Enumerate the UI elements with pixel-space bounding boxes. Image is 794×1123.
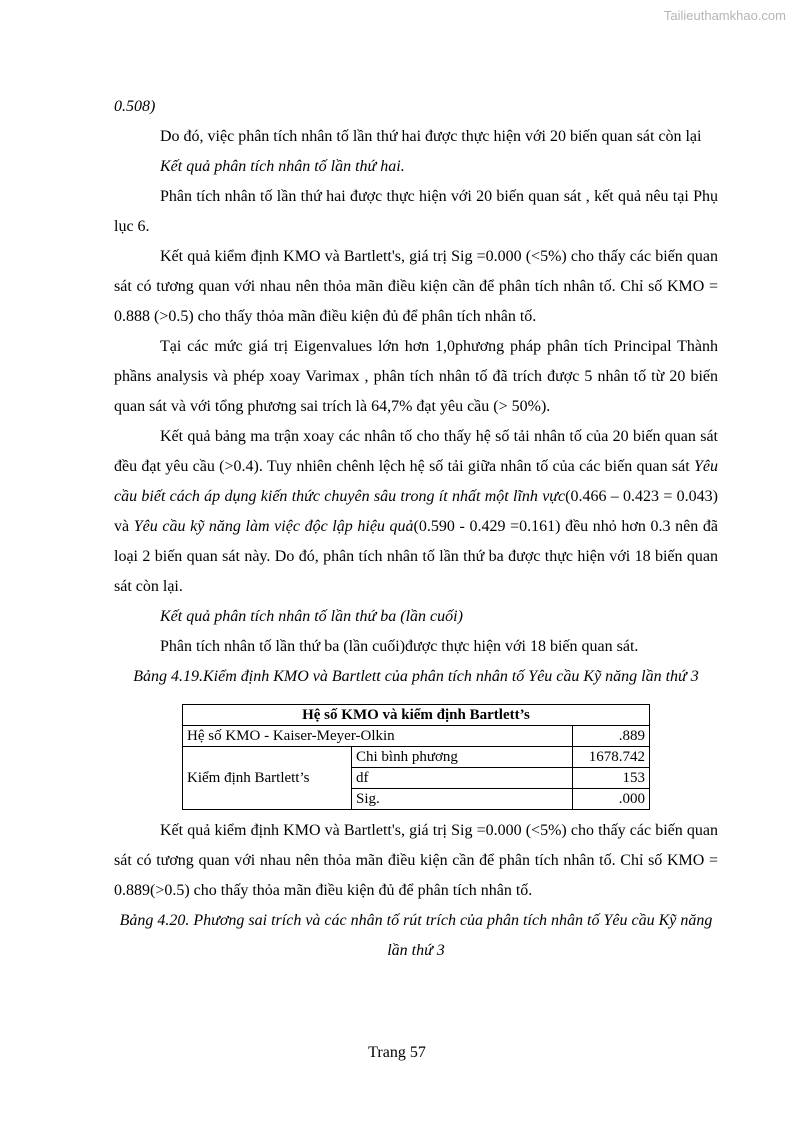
table-header: Hệ số KMO và kiểm định Bartlett’s — [183, 705, 650, 726]
row-value: .000 — [573, 789, 650, 810]
page-content — [114, 92, 718, 966]
row-value: 153 — [573, 768, 650, 789]
table-caption-4-20: Bảng 4.20. Phương sai trích và các nhân tố rút trích của phân tích nhân tố Yêu cầu Kỹ năng lần thứ 3 — [119, 912, 713, 959]
watermark: Tailieuthamkhao.com — [663, 8, 786, 23]
kmo-value: .889 — [573, 726, 650, 747]
row-value: 1678.742 — [573, 747, 650, 768]
paragraph-6: Phân tích nhân tố lần thứ ba (lần cuối)được thực hiện với 18 biến quan sát. — [160, 638, 639, 655]
row-label: Sig. — [352, 789, 573, 810]
kmo-bartlett-table — [182, 704, 650, 810]
top-fragment: 0.508) — [114, 98, 156, 115]
paragraph-5-part1: Kết quả bảng ma trận xoay các nhân tố cho thấy hệ số tải nhân tố của 20 biến quan sát đều đạt yêu cầu (>0.4). Tuy nhiên chênh lệch hệ số tải giữa nhân tố của các biến quan sát — [114, 428, 718, 475]
paragraph-5-italic1: Yêu cầu biết cách áp dụng kiến thức chuyên sâu trong ít nhất một lĩnh vực — [114, 458, 718, 505]
page-number: Trang 57 — [368, 1044, 426, 1061]
paragraph-1: Do đó, việc phân tích nhân tố lần thứ hai được thực hiện với 20 biến quan sát còn lại — [160, 128, 702, 145]
paragraph-5-part2: (0.466 – 0.423 = 0.043) và — [114, 488, 719, 535]
table-header-row — [183, 705, 650, 726]
paragraph-2: Phân tích nhân tố lần thứ hai được thực hiện với 20 biến quan sát , kết quả nêu tại Phụ lục 6. — [114, 188, 718, 235]
row-label: Chi bình phương — [352, 747, 573, 768]
paragraph-5 — [114, 422, 718, 602]
kmo-label: Hệ số KMO - Kaiser-Meyer-Olkin — [183, 726, 573, 747]
paragraph-4: Tại các mức giá trị Eigenvalues lớn hơn 1,0phương pháp phân tích Principal Thành phầns analysis và phép xoay Varimax , phân tích nhân tố đã trích được 5 nhân tố từ 20 biến quan sát và với tổng phương sai trích là 64,7% đạt yêu cầu (> 50%). — [114, 338, 718, 415]
paragraph-5-part3: (0.590 - 0.429 =0.161) đều nhỏ hơn 0.3 nên đã loại 2 biến quan sát này. Do đó, phân tích nhân tố lần thứ ba được thực hiện với 18 biến quan sát còn lại. — [114, 518, 718, 595]
table-row — [183, 747, 650, 768]
table-row — [183, 726, 650, 747]
paragraph-5-italic2: Yêu cầu kỹ năng làm việc độc lập hiệu quả — [133, 518, 414, 535]
table-caption-4-19: Bảng 4.19.Kiểm định KMO và Bartlett của phân tích nhân tố Yêu cầu Kỹ năng lần thứ 3 — [133, 668, 699, 685]
paragraph-3: Kết quả kiểm định KMO và Bartlett's, giá trị Sig =0.000 (<5%) cho thấy các biến quan sát có tương quan với nhau nên thỏa mãn điều kiện cần để phân tích nhân tố. Chỉ số KMO = 0.888 (>0.5) cho thấy thỏa mãn điều kiện đủ để phân tích nhân tố. — [114, 248, 718, 325]
paragraph-7: Kết quả kiểm định KMO và Bartlett's, giá trị Sig =0.000 (<5%) cho thấy các biến quan sát có tương quan với nhau nên thỏa mãn điều kiện cần để phân tích nhân tố. Chỉ số KMO = 0.889(>0.5) cho thấy thỏa mãn điều kiện đủ để phân tích nhân tố. — [114, 822, 718, 899]
heading-second-analysis: Kết quả phân tích nhân tố lần thứ hai. — [160, 158, 405, 175]
row-label: df — [352, 768, 573, 789]
bartlett-label: Kiểm định Bartlett’s — [183, 747, 352, 810]
heading-third-analysis: Kết quả phân tích nhân tố lần thứ ba (lần cuối) — [160, 608, 463, 625]
